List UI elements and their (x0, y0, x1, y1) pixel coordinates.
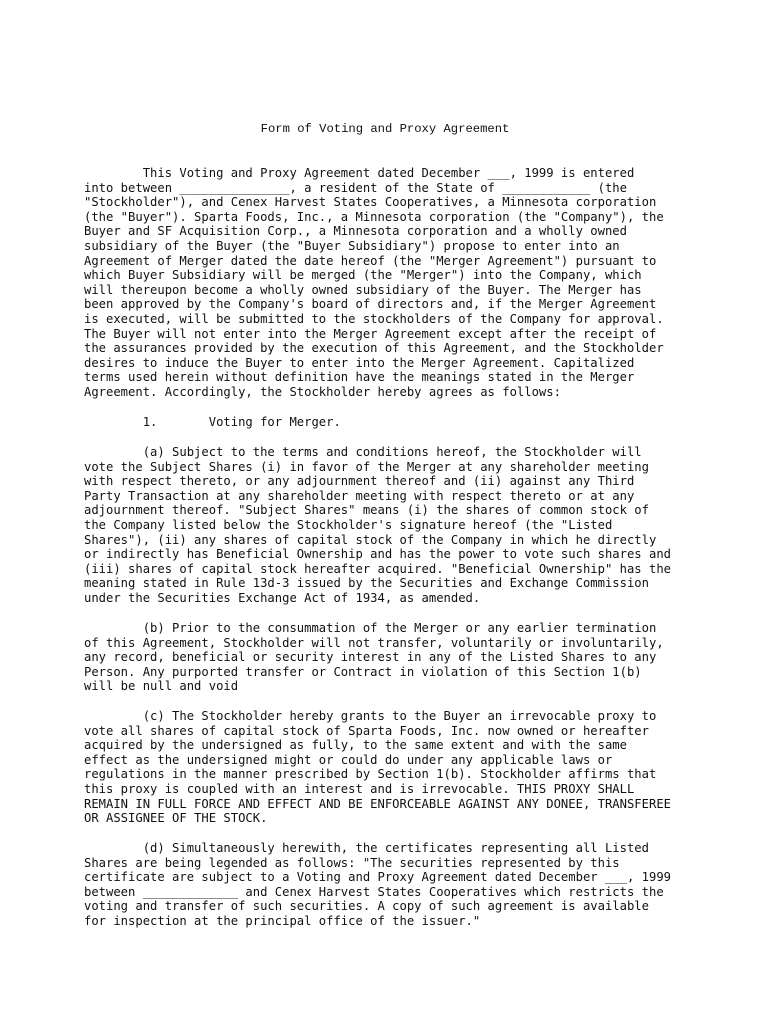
paragraph-c: (c) The Stockholder hereby grants to the Buyer an irrevocable proxy to vote all shares of capital stock of Sparta Foods, Inc. now owned or hereafter acquired by the undersigned as fully, to the same extent and with the same effect as the undersigned might or could do under any applicable laws or regulations in the manner prescribed by Section 1(b). Stockholder affirms that this proxy is coupled with an interest and is irrevocable. THIS PROXY SHALL REMAIN IN FULL FORCE AND EFFECT AND BE ENFORCEABLE AGAINST ANY DONEE, TRANSFEREE OR ASSIGNEE OF THE STOCK. (84, 709, 671, 826)
document-title: Form of Voting and Proxy Agreement (260, 122, 510, 136)
paragraph-b: (b) Prior to the consummation of the Merger or any earlier termination of this Agreement, Stockholder will not transfer, voluntarily or involuntarily, any record, beneficial or security interest in any of the Listed Shares to any Person. Any purported transfer or Contract in violation of this Section 1(b) will be null and void (84, 621, 664, 694)
section-1-heading: 1. Voting for Merger. (84, 415, 341, 429)
paragraph-d: (d) Simultaneously herewith, the certificates representing all Listed Shares are being legended as follows: "The securities represented by this certificate are subject to a Voting and Proxy Agreement dated December ___, 1999 between _____________ and Cenex Harvest States Cooperatives which restricts the voting and transfer of such securities. A copy of such agreement is available for inspection at the principal office of the issuer." (84, 841, 671, 928)
paragraph-a: (a) Subject to the terms and conditions hereof, the Stockholder will vote the Subject Shares (i) in favor of the Merger at any shareholder meeting with respect thereto, or any adjournment thereof and (ii) against any Third Party Transaction at any shareholder meeting with respect thereto or at any adjournment thereof. "Subject Shares" means (i) the shares of common stock of the Company listed below the Stockholder's signature hereof (the "Listed Shares"), (ii) any shares of capital stock of the Company in which he directly or indirectly has Beneficial Ownership and has the power to vote such shares and (iii) shares of capital stock hereafter acquired. "Beneficial Ownership" has the meaning stated in Rule 13d-3 issued by the Securities and Exchange Commission under the Securities Exchange Act of 1934, as amended. (84, 445, 671, 605)
intro-paragraph: This Voting and Proxy Agreement dated December ___, 1999 is entered into between _______________, a resident of the State of ____________ (the "Stockholder"), and Cenex Harvest States Cooperatives, a Minnesota corporation (the "Buyer"). Sparta Foods, Inc., a Minnesota corporation (the "Company"), the Buyer and SF Acquisition Corp., a Minnesota corporation and a wholly owned subsidiary of the Buyer (the "Buyer Subsidiary") propose to enter into an Agreement of Merger dated the date hereof (the "Merger Agreement") pursuant to which Buyer Subsidiary will be merged (the "Merger") into the Company, which will thereupon become a wholly owned subsidiary of the Buyer. The Merger has been approved by the Company's board of directors and, if the Merger Agreement is executed, will be submitted to the stockholders of the Company for approval. The Buyer will not enter into the Merger Agreement except after the receipt of the assurances provided by the execution of this Agreement, and the Stockholder desires to induce the Buyer to enter into the Merger Agreement. Capitalized terms used herein without definition have the meanings stated in the Merger Agreement. Accordingly, the Stockholder hereby agrees as follows: (84, 166, 664, 399)
